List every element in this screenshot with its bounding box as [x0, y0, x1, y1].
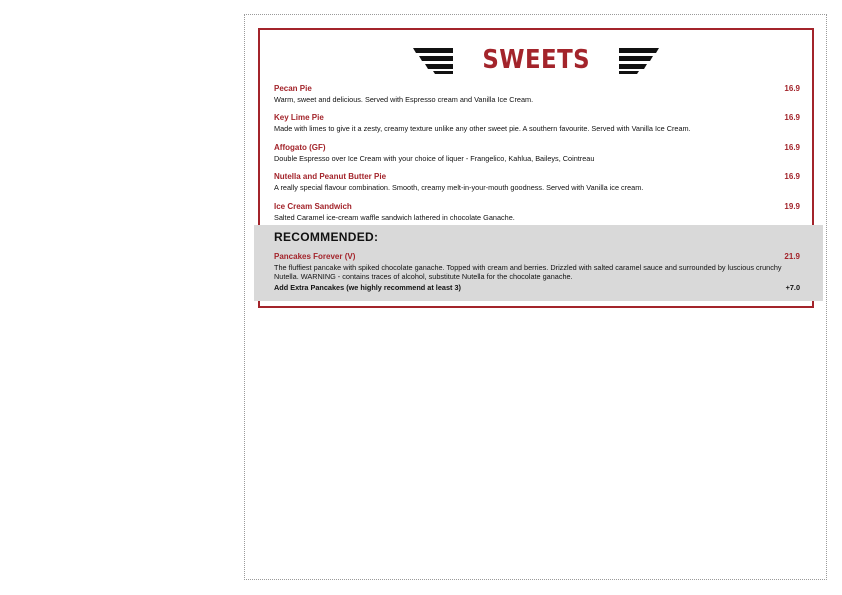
menu-header: [258, 42, 814, 78]
item-description: Made with limes to give it a zesty, creamy texture unlike any other sweet pie. A southern favourite. Served with Vanilla Ice Cream.: [274, 124, 691, 134]
extra-price: +7.0: [785, 282, 800, 292]
item-description: A really special flavour combination. Smooth, creamy melt-in-your-mouth goodness. Served with Vanilla ice cream.: [274, 183, 644, 193]
extra-label: Add Extra Pancakes (we highly recommend at least 3): [274, 282, 461, 292]
extra-option: [274, 283, 800, 293]
menu-item: [274, 202, 800, 222]
item-description: Warm, sweet and delicious. Served with Espresso cream and Vanilla Ice Cream.: [274, 95, 534, 104]
page-title: SWEETS: [482, 45, 590, 75]
menu-item: [274, 172, 800, 192]
item-price: 16.9: [784, 84, 800, 93]
menu-items: [274, 84, 800, 231]
item-description: The fluffiest pancake with spiked chocolate ganache. Topped with cream and berries. Drizzled with salted caramel sauce and surrounded by luscious crunchy Nutella. WARNING - contains traces of alcohol, substitute Nutella for the chocolate ganache.: [274, 263, 782, 282]
item-price: 21.9: [784, 252, 800, 261]
item-name: Pecan Pie: [274, 84, 312, 93]
menu-item: [274, 84, 800, 104]
item-name: Pancakes Forever (V): [274, 252, 356, 261]
item-price: 16.9: [784, 172, 800, 182]
item-name: Nutella and Peanut Butter Pie: [274, 172, 387, 182]
item-price: 16.9: [784, 142, 800, 152]
menu-item: [274, 113, 800, 133]
item-price: 16.9: [784, 113, 800, 123]
item-description: Salted Caramel ice-cream waffle sandwich lathered in chocolate Ganache.: [274, 212, 515, 222]
wing-right-icon: [619, 46, 659, 74]
menu-item: [274, 143, 800, 163]
item-price: 19.9: [784, 201, 800, 211]
item-name: Affogato (GF): [274, 142, 326, 152]
wing-left-icon: [413, 46, 453, 74]
item-name: Ice Cream Sandwich: [274, 201, 352, 211]
item-description: Double Espresso over Ice Cream with your choice of liquer - Frangelico, Kahlua, Baileys, Cointreau: [274, 153, 595, 163]
recommended-heading: RECOMMENDED:: [274, 230, 379, 244]
recommended-item: [274, 252, 800, 293]
item-name: Key Lime Pie: [274, 113, 324, 123]
